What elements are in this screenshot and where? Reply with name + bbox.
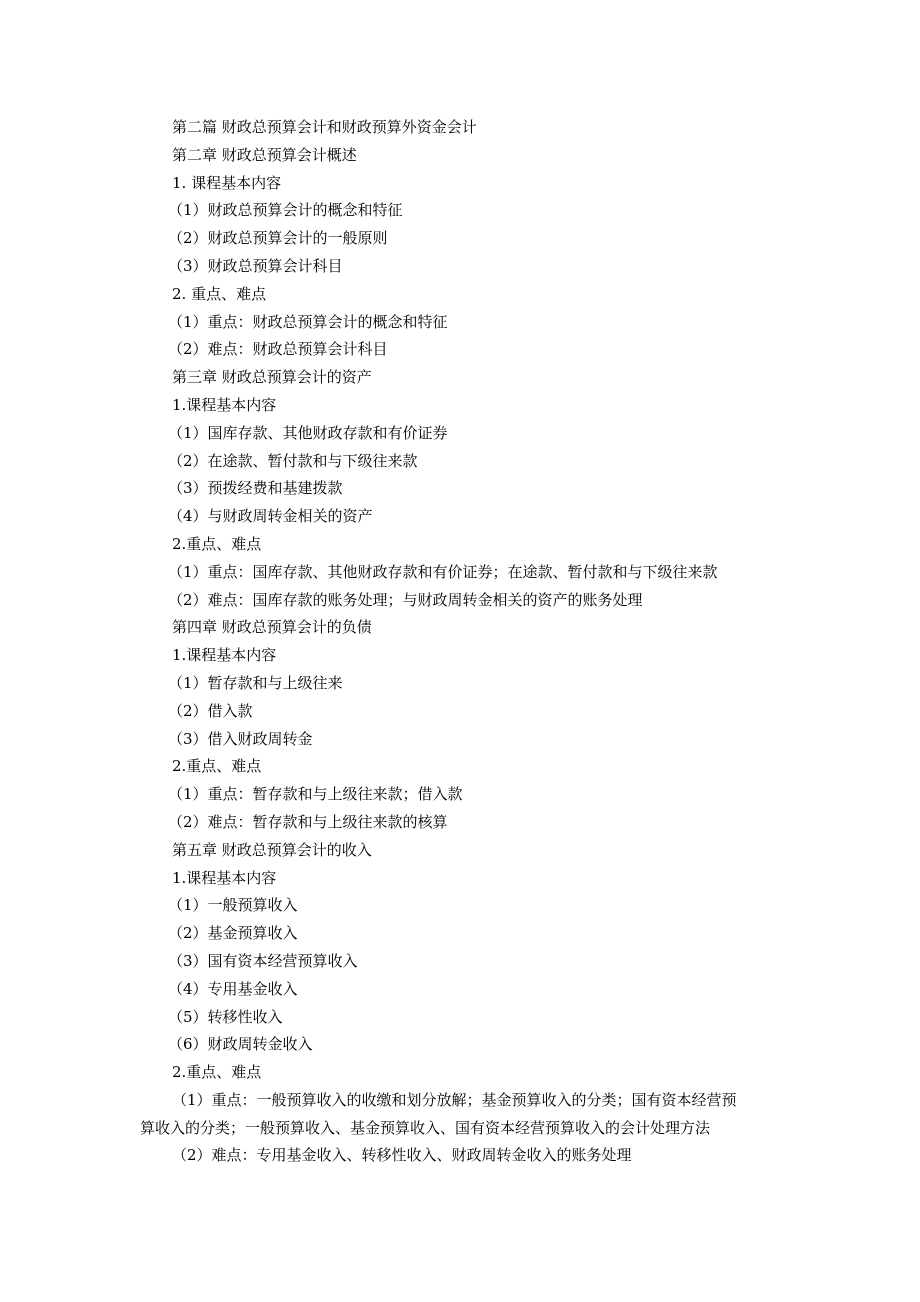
- list-item: （1）重点：国库存款、其他财政存款和有价证券；在途款、暂付款和与下级往来款: [168, 562, 718, 581]
- list-item: （3）国有资本经营预算收入: [168, 951, 358, 970]
- chapter-title: 第五章 财政总预算会计的收入: [172, 840, 372, 859]
- list-item: （1）财政总预算会计的概念和特征: [168, 201, 403, 220]
- list-item: （2）在途款、暂付款和与下级往来款: [168, 451, 418, 470]
- list-item: （3）借入财政周转金: [168, 729, 313, 748]
- section-heading: 2.重点、难点: [172, 534, 262, 553]
- section-heading: 2.重点、难点: [172, 1063, 262, 1082]
- list-item: （1）暂存款和与上级往来: [168, 673, 343, 692]
- list-item: （1）一般预算收入: [168, 896, 298, 915]
- chapter-title: 第四章 财政总预算会计的负债: [172, 618, 372, 637]
- paragraph-line: （1）重点：一般预算收入的收缴和划分放解；基金预算收入的分类；国有资本经营预: [172, 1090, 737, 1109]
- document-body: [140, 114, 800, 1170]
- list-item: （2）难点：国库存款的账务处理；与财政周转金相关的资产的账务处理: [168, 590, 643, 609]
- list-item: （2）基金预算收入: [168, 924, 298, 943]
- chapter-title: 第二章 财政总预算会计概述: [172, 145, 357, 164]
- list-item: （2）财政总预算会计的一般原则: [168, 229, 388, 248]
- chapter-title: 第三章 财政总预算会计的资产: [172, 368, 372, 387]
- section-heading: 2.重点、难点: [172, 757, 262, 776]
- list-item: （1）重点：财政总预算会计的概念和特征: [168, 312, 448, 331]
- section-heading: 1. 课程基本内容: [172, 173, 282, 192]
- section-heading: 1.课程基本内容: [172, 646, 277, 665]
- list-item: （3）预拨经费和基建拨款: [168, 479, 343, 498]
- list-item: （1）国库存款、其他财政存款和有价证券: [168, 423, 448, 442]
- list-item: （4）与财政周转金相关的资产: [168, 507, 373, 526]
- part-title: 第二篇 财政总预算会计和财政预算外资金会计: [172, 118, 477, 136]
- list-item: （6）财政周转金收入: [168, 1035, 313, 1054]
- list-item: （2）难点：财政总预算会计科目: [168, 340, 388, 359]
- list-item: （2）难点：暂存款和与上级往来款的核算: [168, 812, 448, 831]
- section-heading: 1.课程基本内容: [172, 868, 277, 887]
- section-heading: 1.课程基本内容: [172, 395, 277, 414]
- list-item: （3）财政总预算会计科目: [168, 256, 343, 275]
- list-item: （5）转移性收入: [168, 1007, 283, 1026]
- paragraph-line: 算收入的分类；一般预算收入、基金预算收入、国有资本经营预算收入的会计处理方法: [140, 1118, 711, 1137]
- list-item: （4）专用基金收入: [168, 979, 298, 998]
- list-item: （1）重点：暂存款和与上级往来款；借入款: [168, 785, 463, 804]
- paragraph-line: （2）难点：专用基金收入、转移性收入、财政周转金收入的账务处理: [172, 1146, 632, 1165]
- section-heading: 2. 重点、难点: [172, 284, 267, 303]
- list-item: （2）借入款: [168, 701, 253, 720]
